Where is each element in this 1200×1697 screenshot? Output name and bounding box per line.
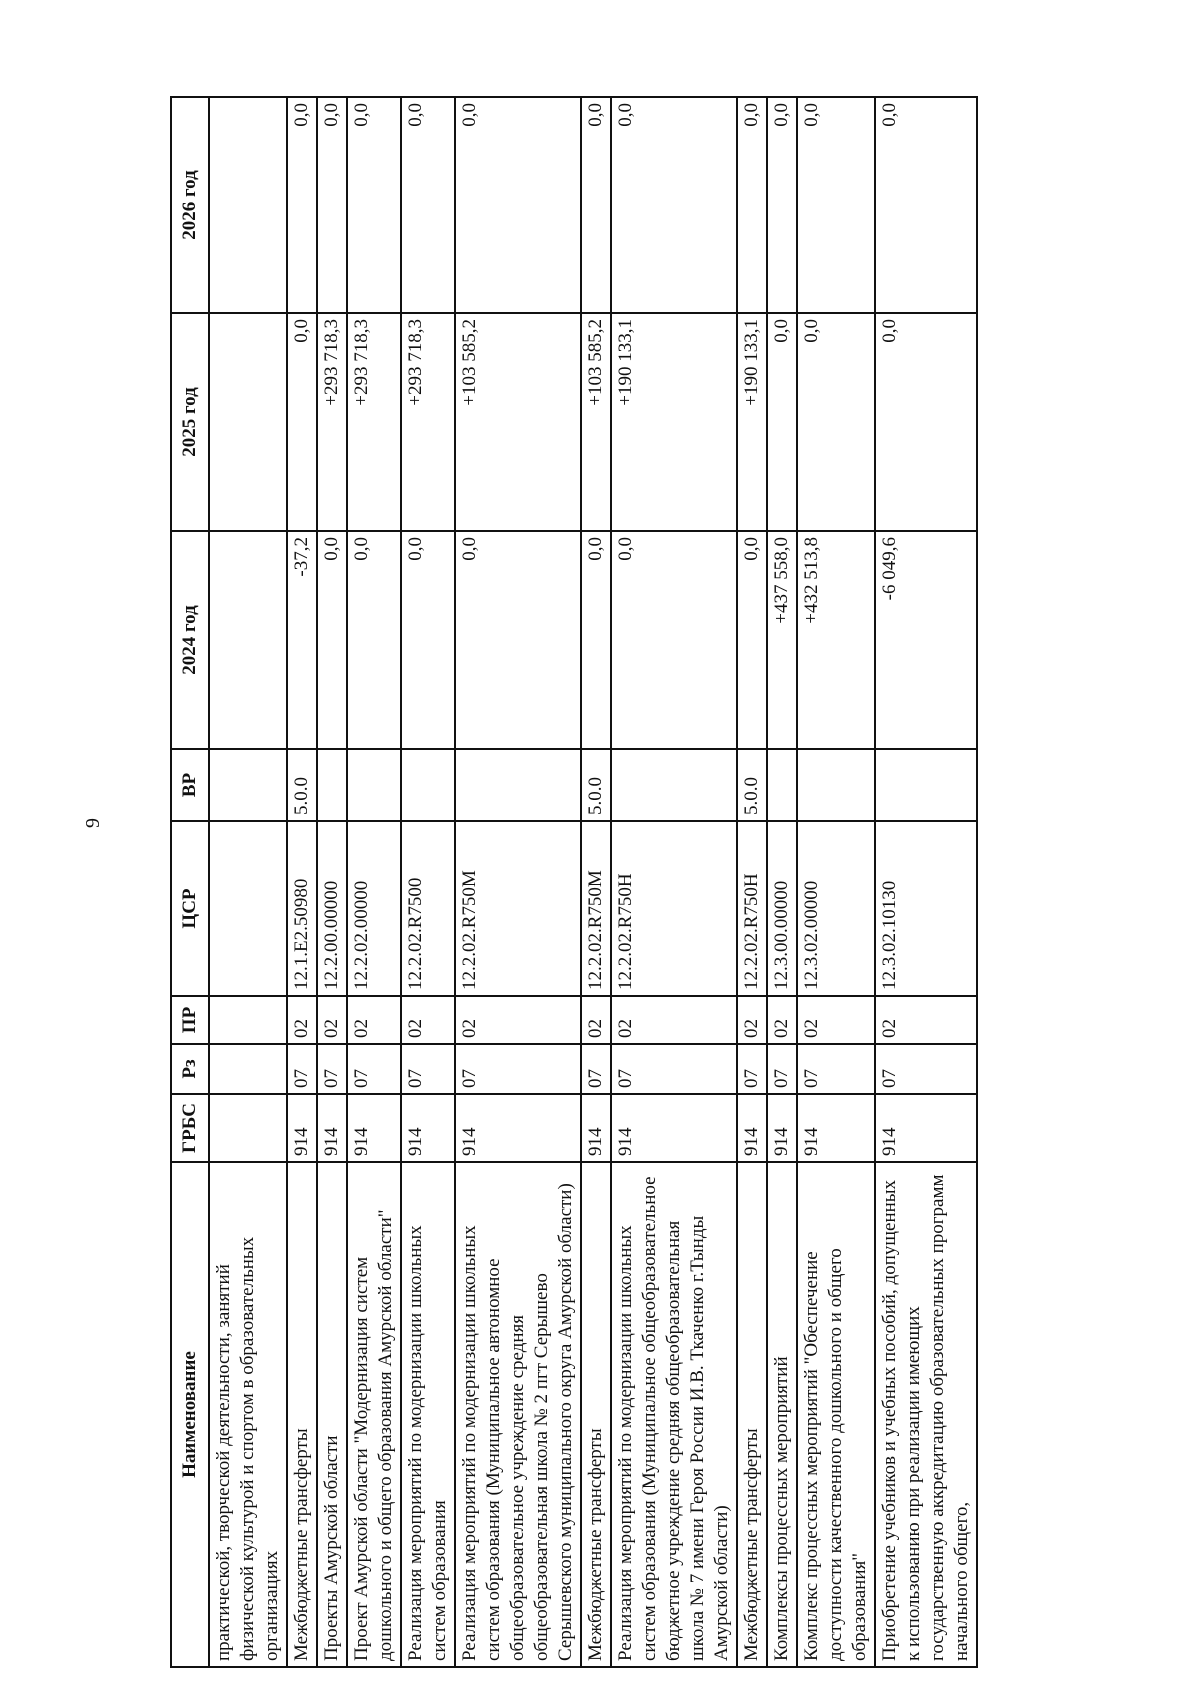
row-csr-cell: 12.2.02.R750М — [581, 821, 611, 996]
row-grbs-cell: 914 — [737, 1094, 767, 1162]
row-2024-cell: 0,0 — [455, 531, 581, 749]
row-2025-cell: +103 585,2 — [581, 313, 611, 531]
table-row — [797, 97, 875, 1667]
row-pr-cell: 02 — [797, 996, 875, 1044]
row-vr-cell: 5.0.0 — [287, 749, 317, 821]
row-rz-cell: 07 — [767, 1044, 797, 1094]
row-rz-cell: 07 — [737, 1044, 767, 1094]
row-vr-cell — [347, 749, 401, 821]
row-2025-cell — [209, 313, 287, 531]
row-grbs-cell: 914 — [797, 1094, 875, 1162]
table-row — [875, 97, 977, 1667]
row-2025-cell: +293 718,3 — [401, 313, 455, 531]
row-csr-cell: 12.3.00.00000 — [767, 821, 797, 996]
row-rz-cell: 07 — [287, 1044, 317, 1094]
row-csr-cell: 12.2.02.R750М — [455, 821, 581, 996]
row-grbs-cell: 914 — [455, 1094, 581, 1162]
row-2025-cell: 0,0 — [767, 313, 797, 531]
row-vr-cell — [611, 749, 737, 821]
row-name-cell: практической, творческой деятельности, занятий физической культурой и спортом в образовательных организациях — [209, 1162, 287, 1667]
row-2024-cell: +437 558,0 — [767, 531, 797, 749]
row-2025-cell: 0,0 — [287, 313, 317, 531]
row-2026-cell: 0,0 — [317, 97, 347, 313]
row-name-cell: Реализация мероприятий по модернизации школьных систем образования — [401, 1162, 455, 1667]
row-2024-cell: 0,0 — [317, 531, 347, 749]
row-rz-cell — [209, 1044, 287, 1094]
row-grbs-cell: 914 — [287, 1094, 317, 1162]
table-header-row — [171, 97, 209, 1667]
table-row — [209, 97, 287, 1667]
row-vr-cell — [317, 749, 347, 821]
row-name-cell: Проект Амурской области "Модернизация систем дошкольного и общего образования Амурской области" — [347, 1162, 401, 1667]
row-pr-cell: 02 — [875, 996, 977, 1044]
table-row — [347, 97, 401, 1667]
row-name-cell: Реализация мероприятий по модернизации школьных систем образования (Муниципальное общеобразовательное бюджетное учреждение средняя общеобразовательная школа № 7 имени Героя России И.В. Ткаченко г.Тынды Амурской области) — [611, 1162, 737, 1667]
header-2026: 2026 год — [171, 97, 209, 313]
header-2024: 2024 год — [171, 531, 209, 749]
row-pr-cell: 02 — [287, 996, 317, 1044]
row-vr-cell — [455, 749, 581, 821]
row-2025-cell: +103 585,2 — [455, 313, 581, 531]
row-csr-cell — [209, 821, 287, 996]
row-rz-cell: 07 — [347, 1044, 401, 1094]
row-2024-cell: 0,0 — [611, 531, 737, 749]
row-pr-cell: 02 — [581, 996, 611, 1044]
row-vr-cell — [401, 749, 455, 821]
row-pr-cell: 02 — [401, 996, 455, 1044]
row-2026-cell: 0,0 — [875, 97, 977, 313]
rotated-table-container — [170, 98, 1025, 1668]
row-csr-cell: 12.3.02.00000 — [797, 821, 875, 996]
table-row — [611, 97, 737, 1667]
row-grbs-cell: 914 — [317, 1094, 347, 1162]
row-csr-cell: 12.2.02.R750Н — [737, 821, 767, 996]
header-grbs: ГРБС — [171, 1094, 209, 1162]
row-2025-cell: 0,0 — [875, 313, 977, 531]
row-grbs-cell: 914 — [875, 1094, 977, 1162]
row-name-cell: Комплекс процессных мероприятий "Обеспечение доступности качественного дошкольного и общего образования" — [797, 1162, 875, 1667]
table-row — [581, 97, 611, 1667]
row-grbs-cell: 914 — [581, 1094, 611, 1162]
row-name-cell: Межбюджетные трансферты — [287, 1162, 317, 1667]
table-row — [737, 97, 767, 1667]
row-rz-cell: 07 — [317, 1044, 347, 1094]
row-grbs-cell: 914 — [611, 1094, 737, 1162]
row-2026-cell: 0,0 — [797, 97, 875, 313]
row-vr-cell — [875, 749, 977, 821]
row-name-cell: Межбюджетные трансферты — [581, 1162, 611, 1667]
row-2024-cell — [209, 531, 287, 749]
row-2024-cell: 0,0 — [347, 531, 401, 749]
table-row — [317, 97, 347, 1667]
row-vr-cell — [767, 749, 797, 821]
row-2026-cell: 0,0 — [737, 97, 767, 313]
table-row — [767, 97, 797, 1667]
row-pr-cell: 02 — [737, 996, 767, 1044]
row-csr-cell: 12.2.02.R750Н — [611, 821, 737, 996]
row-csr-cell: 12.3.02.10130 — [875, 821, 977, 996]
row-2024-cell: 0,0 — [737, 531, 767, 749]
row-pr-cell: 02 — [347, 996, 401, 1044]
row-2026-cell: 0,0 — [455, 97, 581, 313]
row-grbs-cell: 914 — [347, 1094, 401, 1162]
row-pr-cell: 02 — [611, 996, 737, 1044]
row-csr-cell: 12.2.02.R7500 — [401, 821, 455, 996]
table-row — [455, 97, 581, 1667]
row-vr-cell: 5.0.0 — [737, 749, 767, 821]
row-pr-cell — [209, 996, 287, 1044]
row-rz-cell: 07 — [581, 1044, 611, 1094]
row-2024-cell: -37,2 — [287, 531, 317, 749]
row-2026-cell — [209, 97, 287, 313]
row-grbs-cell: 914 — [767, 1094, 797, 1162]
row-csr-cell: 12.1.Е2.50980 — [287, 821, 317, 996]
row-vr-cell — [209, 749, 287, 821]
row-rz-cell: 07 — [875, 1044, 977, 1094]
header-rz: Рз — [171, 1044, 209, 1094]
table-row — [401, 97, 455, 1667]
budget-table — [170, 96, 978, 1668]
row-2024-cell: +432 513,8 — [797, 531, 875, 749]
row-2024-cell: -6 049,6 — [875, 531, 977, 749]
row-2025-cell: +293 718,3 — [347, 313, 401, 531]
header-pr: ПР — [171, 996, 209, 1044]
header-2025: 2025 год — [171, 313, 209, 531]
table-row — [287, 97, 317, 1667]
row-2026-cell: 0,0 — [581, 97, 611, 313]
row-pr-cell: 02 — [317, 996, 347, 1044]
row-vr-cell: 5.0.0 — [581, 749, 611, 821]
row-pr-cell: 02 — [455, 996, 581, 1044]
row-2026-cell: 0,0 — [287, 97, 317, 313]
row-2026-cell: 0,0 — [611, 97, 737, 313]
row-name-cell: Межбюджетные трансферты — [737, 1162, 767, 1667]
row-grbs-cell: 914 — [401, 1094, 455, 1162]
row-rz-cell: 07 — [797, 1044, 875, 1094]
row-name-cell: Реализация мероприятий по модернизации школьных систем образования (Муниципальное автономное общеобразовательное учреждение средняя общеобразовательная школа № 2 пгт Серышево Серышевского муниципального округа Амурской области) — [455, 1162, 581, 1667]
row-2026-cell: 0,0 — [347, 97, 401, 313]
row-2024-cell: 0,0 — [401, 531, 455, 749]
header-vr: ВР — [171, 749, 209, 821]
row-2024-cell: 0,0 — [581, 531, 611, 749]
row-csr-cell: 12.2.02.00000 — [347, 821, 401, 996]
row-rz-cell: 07 — [611, 1044, 737, 1094]
row-2025-cell: +293 718,3 — [317, 313, 347, 531]
row-2025-cell: 0,0 — [797, 313, 875, 531]
header-csr: ЦСР — [171, 821, 209, 996]
header-name: Наименование — [171, 1162, 209, 1667]
row-2026-cell: 0,0 — [767, 97, 797, 313]
row-rz-cell: 07 — [455, 1044, 581, 1094]
row-name-cell: Проекты Амурской области — [317, 1162, 347, 1667]
table-body — [209, 97, 977, 1667]
page-number: 9 — [82, 818, 104, 828]
row-rz-cell: 07 — [401, 1044, 455, 1094]
row-csr-cell: 12.2.00.00000 — [317, 821, 347, 996]
row-name-cell: Комплексы процессных мероприятий — [767, 1162, 797, 1667]
row-2025-cell: +190 133,1 — [611, 313, 737, 531]
row-pr-cell: 02 — [767, 996, 797, 1044]
row-2026-cell: 0,0 — [401, 97, 455, 313]
row-name-cell: Приобретение учебников и учебных пособий, допущенных к использованию при реализации имеющих государственную аккредитацию образовательных программ начального общего, — [875, 1162, 977, 1667]
row-2025-cell: +190 133,1 — [737, 313, 767, 531]
row-grbs-cell — [209, 1094, 287, 1162]
row-vr-cell — [797, 749, 875, 821]
